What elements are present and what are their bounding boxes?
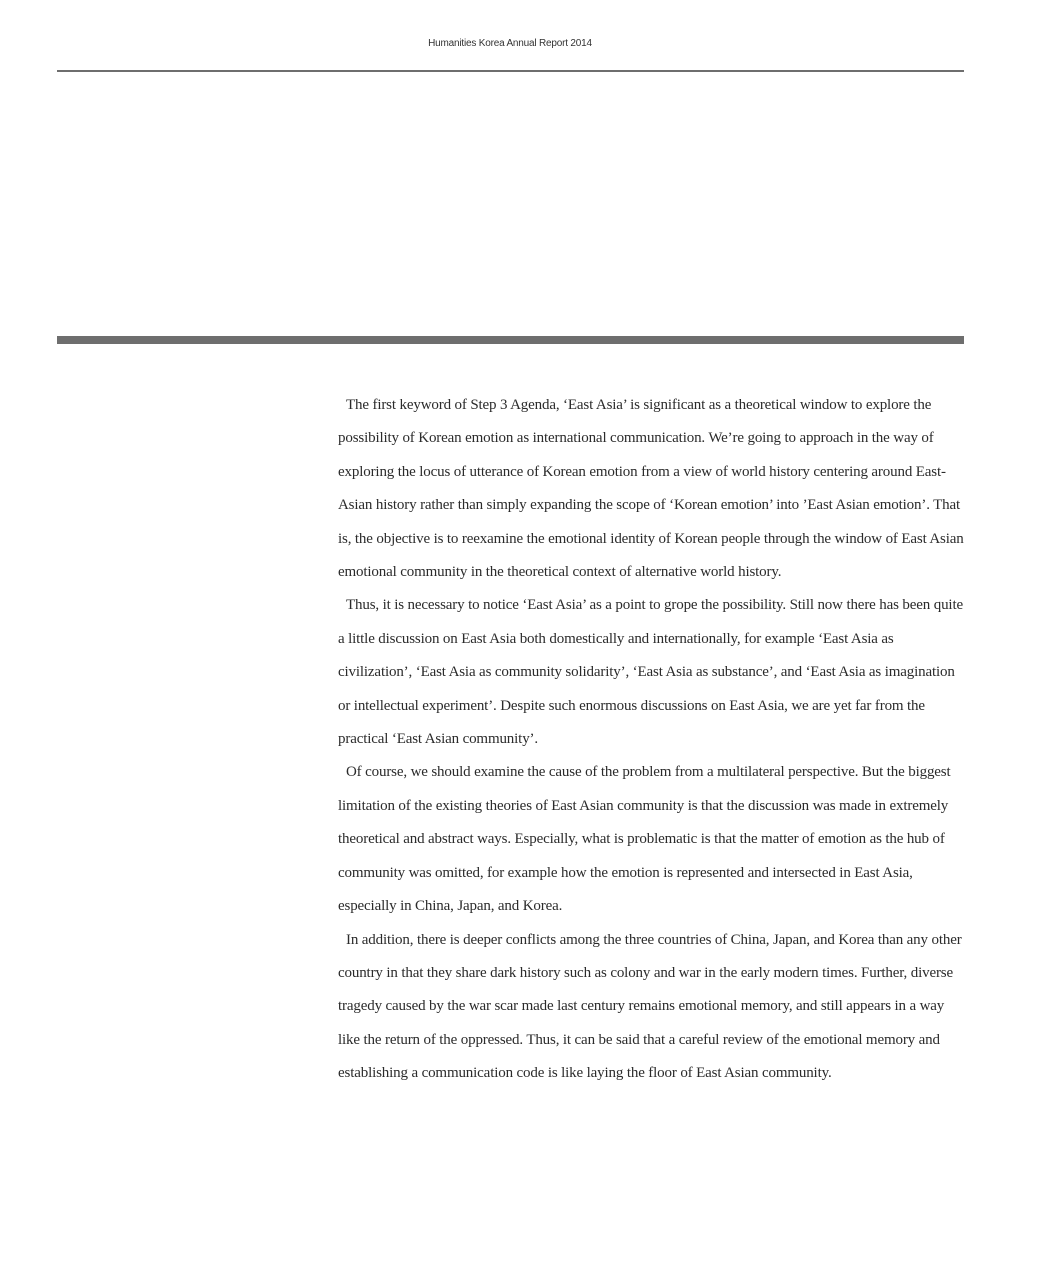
paragraph-conflicts: In addition, there is deeper conflicts among the three countries of China, Japan, and Korea than any other country in that they share dark history such as colony and war in the early modern times. Further, diverse tragedy caused by the war scar made last century remains emotional memory, and still appears in a way like the return of the oppressed. Thus, it can be said that a careful review of the emotional memory and establishing a communication code is like laying the floor of East Asian community. <box>338 931 962 1082</box>
paragraph-limitations: Of course, we should examine the cause of the problem from a multilateral perspective. But the biggest limitation of the existing theories of East Asian community is that the discussion was made in extremely theoretical and abstract ways. Especially, what is problematic is that the matter of emotion as the hub of community was omitted, for example how the emotion is represented and intersected in East Asia, especially in China, Japan, and Korea. <box>338 764 951 915</box>
article-body <box>338 389 968 1091</box>
paragraph-east-asia-keyword: The first keyword of Step 3 Agenda, ‘East Asia’ is significant as a theoretical window to explore the possibility of Korean emotion as international communication. We’re going to approach in the way of exploring the locus of utterance of Korean emotion from a view of world history centering around East-Asian history rather than simply expanding the scope of ‘Korean emotion’ into ’East Asian emotion’. That is, the objective is to reexamine the emotional identity of Korean people through the window of East Asian emotional community in the theoretical context of alternative world history. <box>338 397 964 581</box>
running-header: Humanities Korea Annual Report 2014 <box>428 38 592 49</box>
section-divider-bar <box>57 336 964 344</box>
paragraph-east-asia-discussion: Thus, it is necessary to notice ‘East Asia’ as a point to grope the possibility. Still now there has been quite a little discussion on East Asia both domestically and internationally, for example ‘East Asia as civilization’, ‘East Asia as community solidarity’, ‘East Asia as substance’, and ‘East Asia as imagination or intellectual experiment’. Despite such enormous discussions on East Asia, we are yet far from the practical ‘East Asian community’. <box>338 597 963 748</box>
header-divider <box>57 70 964 72</box>
